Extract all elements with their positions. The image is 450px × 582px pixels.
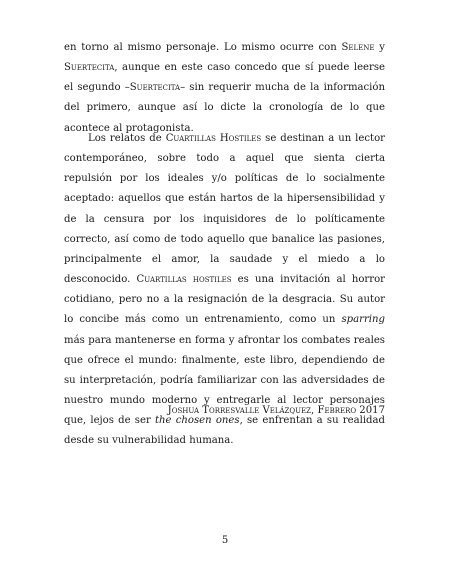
author-signature: Joshua Torresvalle Velázquez, Febrero 2017 [167,405,385,416]
paragraph-2-text: se destinan a un lector contemporáneo, sobre todo a aquel que sienta cierta repulsión por los ideales y/o políticas de lo socialmente aceptado: aquellos que están hartos de la hipersensibilidad y de la censura por los inquisidores de lo políticamente correcto, así como de todo aquello que banalice las pasiones, principalmente el amor, la saudade y el miedo a lo desconocido. [64,133,385,286]
italic-term-sparring: sparring [341,314,385,326]
paragraph-2-text: más para mantenerse en forma y afrontar los combates reales que ofrece el mundo: finalmente, este libro, dependiendo de su interpretación, podría familiarizar con las adversidades de nuestro mundo moderno y entregarle al lector personajes que, lejos de ser [64,334,385,427]
story-title-suertecita: Suertecita [64,62,115,74]
page-number: 5 [221,535,229,546]
story-title-selene: Selene [341,42,375,53]
paragraph-1-text: y [374,42,385,53]
story-title-suertecita: Suertecita [129,82,181,94]
paragraph-continuation [64,38,385,139]
book-title-cuartillas-hostiles: Cuartillas Hostiles [165,133,262,144]
paragraph-2-text: Los relatos de [88,133,166,144]
paragraph-2-text: es una invitación al horror cotidiano, pero no a la resignación de la desgracia. Su autor lo concibe más como un entrenamiento, como un [64,274,385,326]
paragraph-1-text: – sin requerir mucha de la información del primero, aunque así lo dicte la cronología de lo que acontece al protagonista. [64,82,385,134]
paragraph-1-text: en torno al mismo personaje. Lo mismo ocurre con [64,42,342,53]
book-title-cuartillas-hostiles: Cuartillas hostiles [136,274,232,286]
italic-term-chosen-ones: the chosen ones [155,415,240,427]
paragraph-1-text: , aunque en este caso concedo que sí puede leerse el segundo – [64,62,385,94]
paragraph-2-text: , se enfrentan a su realidad desde su vulnerabilidad humana. [64,415,385,447]
